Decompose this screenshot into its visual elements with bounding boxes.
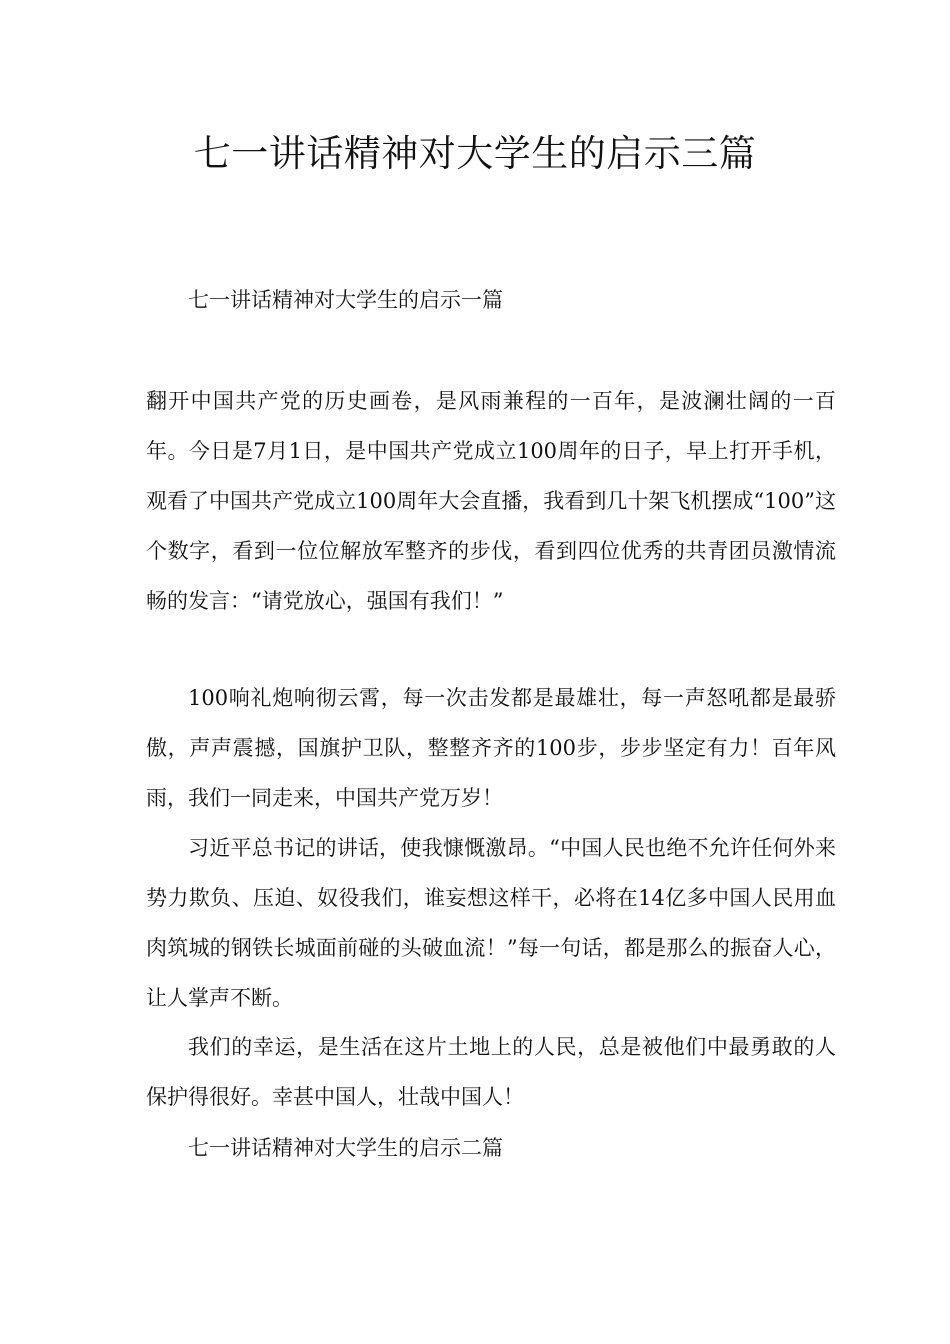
section-heading-2: 七一讲话精神对大学生的启示二篇: [188, 1136, 503, 1160]
paragraph-4: 我们的幸运，是生活在这片土地上的人民，总是被他们中最勇敢的人保护得很好。幸甚中国人，壮哉中国人！: [146, 1035, 836, 1109]
paragraph-1: 翻开中国共产党的历史画卷，是风雨兼程的一百年，是波澜壮阔的一百年。今日是7月1日，是中国共产党成立100周年的日子，早上打开手机，观看了中国共产党成立100周年大会直播，我看到几十架飞机摆成“100”这个数字，看到一位位解放军整齐的步伐，看到四位优秀的共青团员激情流畅的发言：“请党放心，强国有我们！”: [146, 389, 836, 613]
section-heading-1: 七一讲话精神对大学生的启示一篇: [188, 288, 503, 312]
paragraph-3: 习近平总书记的讲话，使我慷慨激昂。“中国人民也绝不允许任何外来势力欺负、压迫、奴役我们，谁妄想这样干，必将在14亿多中国人民用血肉筑城的钢铁长城面前碰的头破血流！”每一句话，都是那么的振奋人心，让人掌声不断。: [146, 836, 836, 1010]
document-title: 七一讲话精神对大学生的启示三篇: [193, 132, 757, 175]
paragraph-2: 100响礼炮响彻云霄，每一次击发都是最雄壮，每一声怒吼都是最骄傲，声声震撼，国旗护卫队，整整齐齐的100步，步步坚定有力！百年风雨，我们一同走来，中国共产党万岁！: [146, 686, 836, 810]
